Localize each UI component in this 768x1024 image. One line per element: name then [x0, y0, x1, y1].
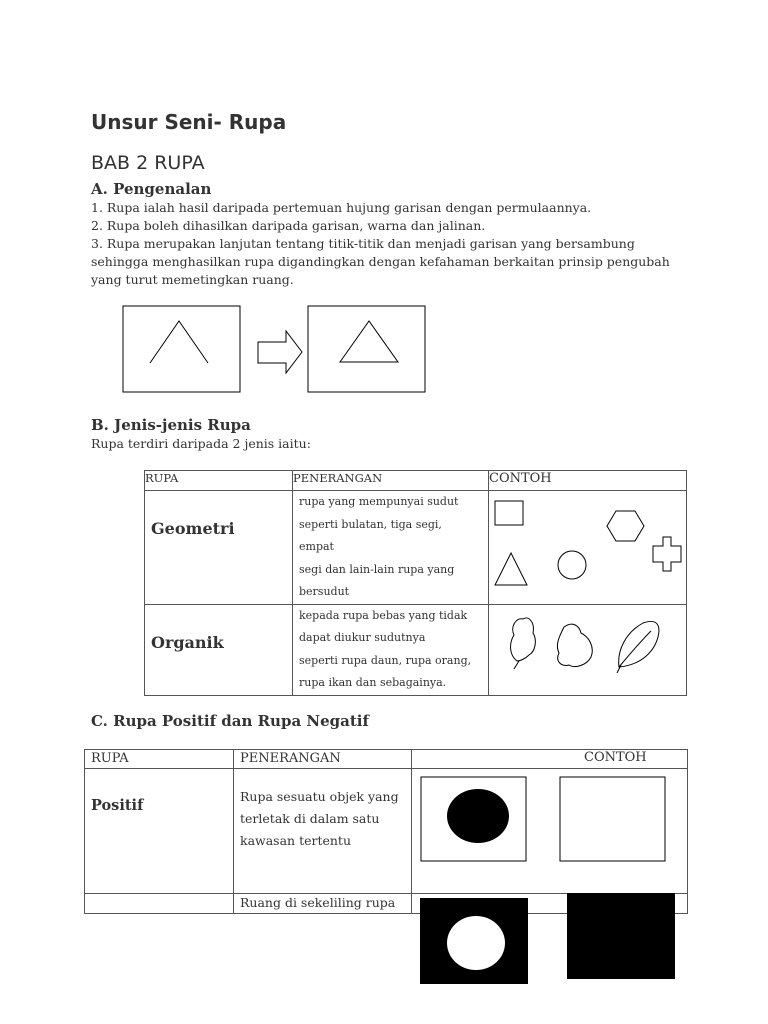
table-row	[145, 491, 687, 605]
example-cell	[489, 491, 687, 605]
negative-black-square-example	[567, 893, 675, 979]
column-header: RUPA	[85, 750, 234, 769]
example-cell	[489, 604, 687, 695]
cross-shape	[653, 537, 681, 571]
list-item: 3. Rupa merupakan lanjutan tentang titik-titik dan menjadi garisan yang bersambung sehingga menghasilkan rupa digandingkan dengan kefahaman berkaitan prinsip pengubah yang turut memetingkan ruang.	[91, 236, 670, 287]
list-item: 2. Rupa boleh dihasilkan daripada garisan, warna dan jalinan.	[91, 218, 486, 233]
description-cell	[234, 769, 412, 894]
rupa-formation-diagram	[118, 300, 430, 398]
section-a-list	[91, 199, 671, 289]
table-header-row	[145, 471, 687, 491]
hexagon-shape	[607, 511, 644, 541]
column-header: CONTOH	[489, 471, 687, 491]
closed-triangle-box	[308, 306, 425, 392]
description-line: bersudut	[299, 585, 350, 598]
description-line: seperti bulatan, tiga segi,	[299, 517, 442, 531]
row-name-cell	[85, 769, 234, 894]
row-name-cell	[145, 604, 293, 695]
leaf-shape	[617, 621, 659, 673]
section-b-intro: Rupa terdiri daripada 2 jenis iaitu:	[91, 436, 311, 451]
description-cell	[293, 491, 489, 605]
document-title: Unsur Seni- Rupa	[91, 110, 287, 134]
open-lines-box	[123, 306, 240, 392]
rupa-name: Geometri	[151, 519, 235, 538]
right-arrow-icon	[258, 331, 302, 373]
description-line: segi dan lain-lain rupa yang	[299, 562, 455, 576]
description-line: Ruang di sekeliling rupa	[240, 895, 396, 910]
rupa-name: Organik	[151, 632, 224, 652]
description-line: kepada rupa bebas yang tidak	[299, 608, 468, 622]
section-c-heading: C. Rupa Positif dan Rupa Negatif	[91, 712, 369, 730]
figure-shape	[557, 624, 592, 666]
geometric-shapes	[489, 491, 685, 599]
positive-black-circle-example	[420, 776, 528, 862]
circle-shape	[558, 551, 586, 579]
list-item: 1. Rupa ialah hasil daripada pertemuan hujung garisan dengan permulaannya.	[91, 200, 592, 215]
organic-shapes	[489, 605, 685, 691]
square-shape	[495, 501, 523, 525]
description-line: kawasan tertentu	[240, 833, 352, 848]
section-a-heading: A. Pengenalan	[91, 180, 212, 198]
rupa-name: Positif	[91, 797, 144, 814]
row-name-cell	[85, 894, 234, 914]
description-line: Rupa sesuatu objek yang	[240, 789, 399, 804]
chapter-heading: BAB 2 RUPA	[91, 152, 205, 174]
description-cell	[234, 894, 412, 914]
description-line: empat	[299, 540, 334, 553]
description-line: rupa yang mempunyai sudut	[299, 495, 459, 508]
description-line: seperti rupa daun, rupa orang,	[299, 653, 472, 667]
description-line: terletak di dalam satu	[240, 811, 380, 826]
description-cell	[293, 604, 489, 695]
section-b-heading: B. Jenis-jenis Rupa	[91, 416, 251, 434]
row-name-cell	[145, 491, 293, 605]
positive-empty-square-example	[559, 776, 667, 862]
table-row	[145, 604, 687, 695]
tree-shape	[511, 617, 536, 668]
column-header: CONTOH	[412, 750, 688, 769]
column-header: PENERANGAN	[293, 471, 489, 491]
description-line: dapat diukur sudutnya	[299, 631, 426, 644]
negative-white-circle-example	[420, 898, 528, 984]
table-header-row	[85, 750, 688, 769]
rupa-types-table	[144, 470, 687, 696]
column-header: PENERANGAN	[234, 750, 412, 769]
column-header: RUPA	[145, 471, 293, 491]
description-line: rupa ikan dan sebagainya.	[299, 676, 447, 689]
triangle-shape	[495, 553, 527, 585]
